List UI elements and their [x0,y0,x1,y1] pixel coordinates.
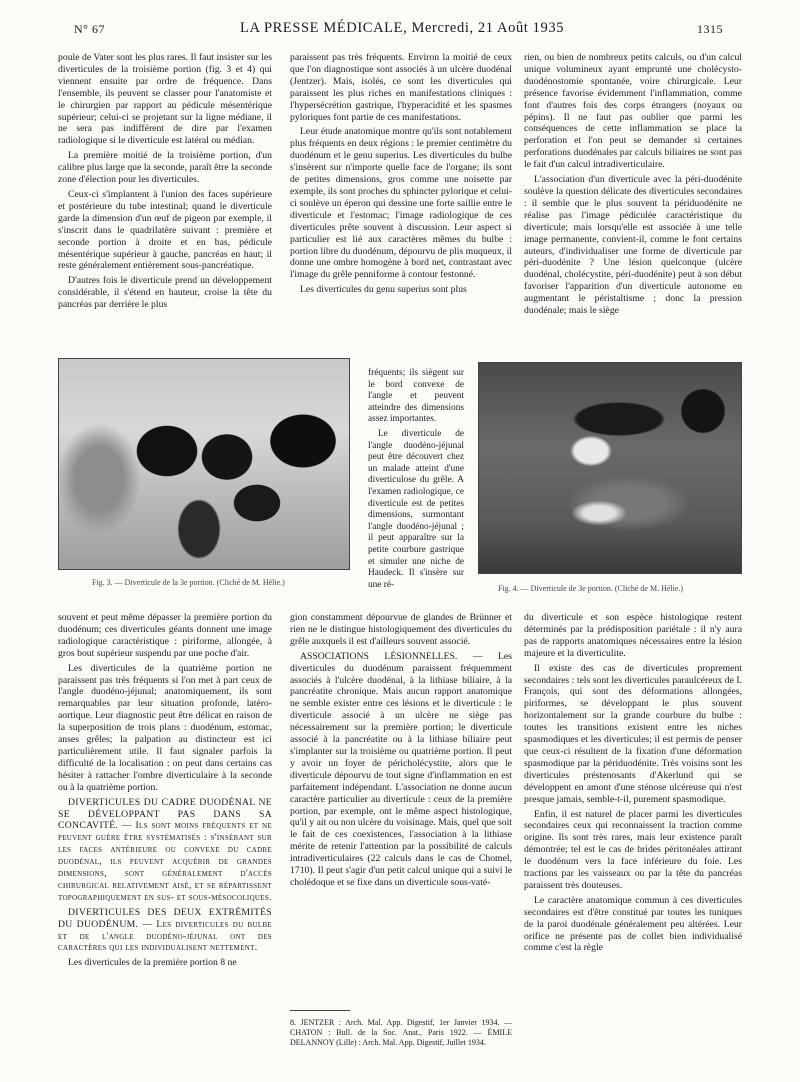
paragraph: poule de Vater sont les plus rares. Il faut insister sur les diverticules de la troisième portion (fig. 3 et 4) qui viennent ensuite par ordre de fréquence. Dans l'ensemble, ils peuvent se classer pour l'anatomiste et le chirurgien par rapport au pédicule mésentérique supérieur; celui-ci se projetant sur la ligne médiane, il ne sera pas indifférent de dire par l'examen radiologique si le diverticule est latéral ou médian. [58,52,272,147]
paragraph: Ceux-ci s'implantent à l'union des faces supérieure et postérieure du tube intestinal; quand le diverticule garde la dimension d'un œuf de pigeon par exemple, il s'inscrit dans le quadrilatère suivant : première et seconde portion à droite et en bas, pédicule mésentérique supérieur à gauche, pancréas en haut; il reste généralement entièrement sous-pancréatique. [58,188,272,272]
paragraph: Les diverticules de la quatrième portion ne paraissent pas très fréquents si l'on met à part ceux de l'angle duodéno-jéjunal; anatomiquement, ils sont remarquables par leur situation profonde, latéro-aortique. Leur diagnostic peut être délicat en raison de la superposition de trois plans : duodénum, estomac, anses grêles; la palpation au distincteur est ici particulièrement utile. Il faut signaler parfois la difficulté de la localisation : on peut dans certains cas hésiter à rattacher l'ombre diverticulaire à la seconde ou à la quatrième portion. [58,662,272,793]
paragraph: DIVERTICULES DU CADRE DUODÉNAL NE SE DÉVELOPPANT PAS DANS SA CONCAVITÉ. — Ils sont moins fréquents et ne peuvent guère être systématisés : s'insérant sur les faces antérieure ou convexe du cadre duodénal, ils peuvent acquérir de grandes dimensions, sont généralement d'accès chirurgical relativement aisé, et se répartissent topographiquement en sus- et sous-mésocoliques. [58,796,272,903]
column-3-bottom [524,612,742,957]
figure-4-caption: Fig. 4. — Diverticule de 3e portion. (Cliché de M. Hélie.) [498,584,684,593]
page-header [0,0,800,38]
paragraph: D'autres fois le diverticule prend un développement considérable, il s'étend en hauteur, croise la tête du pancréas par derrière le plus [58,275,272,311]
column-1-top [58,52,272,314]
footnote-rule [290,1010,350,1011]
page-number: 1315 [697,22,723,36]
paragraph: Les diverticules du genu superius sont plus [300,284,467,296]
paragraph: Le diverticule de l'angle duodéno-jéjunal peut être découvert chez un malade atteint d'une diverticulose du grêle. A l'examen radiologique, ce diverticule est de petites dimensions, surmontant l'angle duodéno-jéjunal ; il peut apparaître sur la petite courbure gastrique et simuler une niche de Haudeck. Il s'insère sur une ré- [368,428,464,590]
footnote-text: 8. JENTZER : Arch. Mal. App. Digestif, 1er Janvier 1934. — CHATON : Bull. de la Soc. Anat., Paris 1922. — ÉMILE DELANNOY (Lille) : Arch. Mal. App. Digestif, Juillet 1934. [290,1018,512,1047]
column-1-bottom [58,612,272,972]
figure-3-radiograph [58,358,350,570]
paragraph: Leur étude anatomique montre qu'ils sont notablement plus fréquents en deux régions : le premier centimètre du duodénum et le genu superius. Les diverticules du bulbe s'insèrent sur n'importe quelle face de l'organe; ils sont de petites dimensions, gros comme une noisette par exemple, ils sont proches du sphincter pylorique et celui-ci soulève un éperon qui dessine une forte saillie entre le diverticule et l'estomac; l'image radiologique de ces diverticules prête souvent à discussion. Leur aspect si particulier est lié aux caractères mêmes du bulbe : portion libre du duodénum, dépourvu de plis muqueux, il donne une ombre homogène à bord net, contrastant avec l'image du grêle penniforme à contour festonné. [290,126,512,281]
paragraph: rien, ou bien de nombreux petits calculs, ou d'un calcul unique volumineux ayant emprunté une cholécysto-duodénostomie spontanée, voire chirurgicale. Leur présence favorise évidemment l'inflammation, comme font d'autres fois des corps étrangers (noyaux ou pépins). Il ne faut pas oublier que parmi les conséquences de cette inflammation se place la perforation et l'on peut se demander si certaines perforations duodénales par calculs biliaires ne sont pas le fait d'un calcul intradiverticulaire. [524,52,742,171]
paragraph: Le caractère anatomique commun à ces diverticules secondaires est d'être constitué par toutes les tuniques de la paroi duodénale généralement peu altérées. Leur orifice ne présente pas de collet bien individualisé comme c'est la règle [524,894,742,954]
paragraph: L'association d'un diverticule avec la péri-duodénite soulève la question délicate des diverticules secondaires : il semble que le plus souvent la périduodénite ne réalise pas l'image pédiculée caractéristique du diverticule; mais lorsqu'elle est associée à une telle image permanente, convient-il, comme le font certains auteurs, d'individualiser une forme de diverticule par péri-duodénite ? Une lésion quelconque (ulcère duodénal, cholécystite, péri-duodénite) peut à son début favoriser l'apparition d'un diverticule autonome en augmentant le péristaltisme ; donc la pression duodénale; mais le siège [524,174,742,317]
column-3-top [524,52,742,320]
column-2-narrow [368,368,464,594]
paragraph: Les diverticules de la première portion 8 ne [68,957,237,969]
column-2-top [290,52,512,299]
column-2-bottom [290,612,512,892]
paragraph: paraissent pas très fréquents. Environ la moitié de ceux que l'on diagnostique sont associés à un ulcère duodénal (Jentzer). Mais, isolés, ce sont les diverticules qui paraissent les plus riches en manifestations cliniques : l'hypersécrétion gastrique, l'hyperacidité et les spasmes pyloriques font partie de ces manifestations. [290,52,512,123]
paragraph: Enfin, il est naturel de placer parmi les diverticules secondaires ceux qui reconnaissent la traction comme origine. Ils sont très rares, mais leur existence paraît démontrée; tel est le cas de brides péritonéales attirant le duodénum vers la face inférieure du foie. Les tractions par les vaisseaux ou par la tête du pancréas paraissent très douteuses. [524,808,742,891]
paragraph: ASSOCIATIONS LÉSIONNELLES. — Les diverticules du duodénum paraissent fréquemment associés à l'ulcère duodénal, à la lithiase biliaire, à la pancréatite chronique. Mais aucun rapport anatomique ne semble exister entre ces lésions et le diverticule : le diverticule associé à un ulcère ne siège pas nécessairement sur la première portion; le diverticule associé à la pancréatite ou à la lithiase biliaire peut s'implanter sur la troisième ou quatrième portion. Il peut y avoir un foyer de péricholécystite, alors que le diverticule dépourvu de tout signe d'inflammation en est parfaitement indépendant. L'association ne donne aucun caractère particulier au diverticule : ceux de la première portion, par exemple, ont le même aspect histologique, qu'il y ait ou non ulcère du voisinage. Mais, quel que soit le fait de ces coexistences, l'association à la lithiase mérite de retenir l'attention par la possibilité de calculs intradiverticulaires (22 calculs dans le cas de Chomel, 1710). Il peut s'agir d'un petit calcul unique qui a suivi le cholédoque et se fixe dans un diverticule sous-vaté- [290,650,512,888]
figure-4-radiograph [478,362,742,574]
figure-3-caption: Fig. 3. — Diverticule de la 3e portion. (Cliché de M. Hélie.) [92,578,285,587]
paragraph: DIVERTICULES DES DEUX EXTRÉMITÉS DU DUODÉNUM. — Les diverticules du bulbe et de l'angle duodéno-jéjunal ont des caractères qui les individualisent nettement. [58,906,272,954]
issue-number: N° 67 [74,22,105,36]
paragraph: Il existe des cas de diverticules proprement secondaires : tels sont les diverticules paraulcéreux de I. François, qui sont des déformations allongées, piriformes, se développant le plus souvent horizontalement sur la grande courbure du bulbe : toutes les transitions existent entre les niches spasmodiques et les diverticules; il est permis de penser que ceux-ci résultent de la fixation d'une déformation spasmodique par la périduodénite. Très voisins sont les diverticules préstenosants d'Akerlund qui se développent en amont d'une sténose ulcéreuse qui n'est presque jamais, semble-t-il, purement spasmodique. [524,662,742,805]
footnotes [290,1018,512,1048]
paragraph: La première moitié de la troisième portion, d'un calibre plus large que la seconde, paraît être la seconde zone d'élection pour les diverticules. [58,150,272,186]
paragraph: souvent et peut même dépasser la première portion du duodénum; ces diverticules géants donnent une image radiologique caractéristique : piriforme, allongée, à gros bout supérieur suspendu par une poche d'air. [58,612,272,659]
journal-title: LA PRESSE MÉDICALE, Mercredi, 21 Août 1935 [240,20,565,36]
paragraph: fréquents; ils siègent sur le bord convexe de l'angle et peuvent atteindre des dimensions assez importantes. [368,368,464,425]
paragraph: du diverticule et son espèce histologique restent déterminés par la prédisposition pariétale : il n'y aura pas de rapports anatomiques nécessaires entre la lésion majeure et la diverticulite. [524,612,742,659]
paragraph: gion constamment dépourvue de glandes de Brünner et rien ne le distingue histologiquement des diverticules du grêle auxquels il est d'ailleurs souvent associé. [290,612,512,647]
